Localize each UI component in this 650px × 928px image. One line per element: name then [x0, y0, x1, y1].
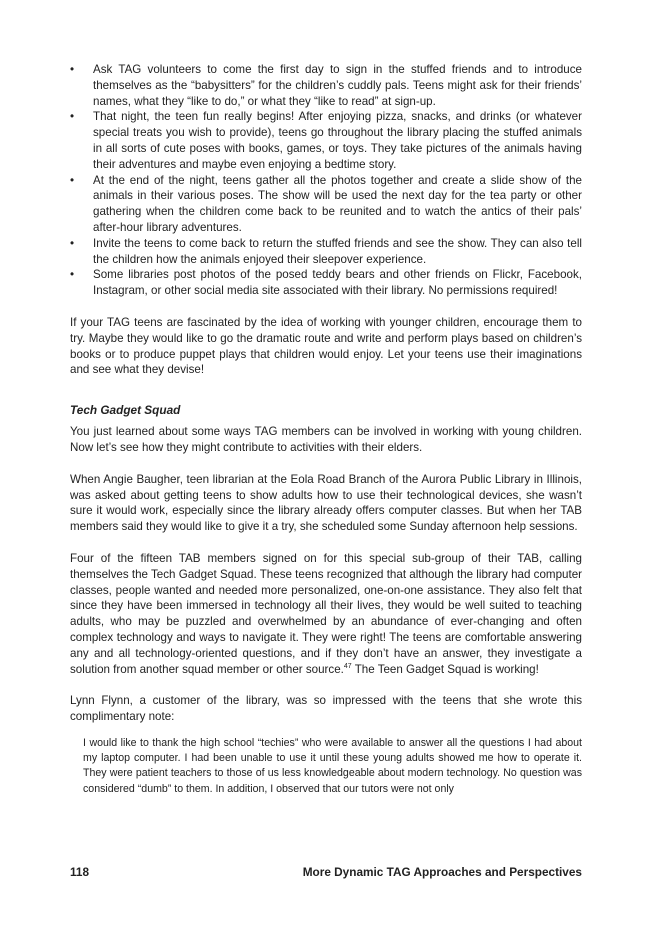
- list-item-text: Some libraries post photos of the posed teddy bears and other friends on Flickr, Facebook, Instagram, or other social media site associated with their library. No permissions required!: [93, 268, 582, 298]
- footnote-reference[interactable]: 47: [343, 662, 352, 670]
- list-item: [70, 62, 582, 109]
- paragraph-intro: You just learned about some ways TAG members can be involved in working with young children. Now let’s see how they might contribute to activities with their elders.: [70, 425, 582, 454]
- bullet-icon: •: [70, 173, 75, 187]
- list-item: [70, 267, 582, 299]
- list-item-text: Invite the teens to come back to return the stuffed friends and see the show. They can also tell the children how the animals enjoyed their sleepover experience.: [93, 236, 582, 266]
- bullet-list: [70, 62, 582, 299]
- block-quote: I would like to thank the high school “techies” who were available to answer all the questions I had about my laptop computer. I had been unable to use it until these young adults showed me how to operate it. They were patient teachers to those of us less knowledgeable about modern technology. No question was considered “dumb” to them. In addition, I observed that our tutors were not only: [83, 736, 582, 795]
- list-item: [70, 236, 582, 268]
- list-item-text: At the end of the night, teens gather all the photos together and create a slide show of the animals in their various poses. The show will be used the next day for the tea party or other gathering when the children come back to be reunited and to watch the antics of their pals’ after-hour library adventures.: [93, 173, 582, 234]
- section-heading: Tech Gadget Squad: [70, 403, 181, 418]
- paragraph-angie: When Angie Baugher, teen librarian at the Eola Road Branch of the Aurora Public Library in Illinois, was asked about getting teens to show adults how to use their technological devices, she wasn’t sure it would work, especially since the library already offers computer classes. But when her TAB members said they would like to give it a try, she scheduled some Sunday afternoon help sessions.: [70, 472, 582, 534]
- paragraph-four-text: Four of the fifteen TAB members signed on for this special sub-group of their TAB, calling themselves the Tech Gadget Squad. These teens recognized that although the library had computer classes, people wanted and needed more personalized, one-on-one assistance. They also felt that since they have been immersed in technology all their lives, they would be well suited to teaching adults, who may be puzzled and overwhelmed by an abundance of ever-changing and often complex technology and ways to navigate it. They were right! The teens are comfortable answering any and all technology-oriented questions, and if they don’t have an answer, they investigate a solution from another squad member or other source.: [70, 551, 582, 676]
- page-number: 118: [70, 865, 90, 879]
- list-item: [70, 109, 582, 172]
- bullet-icon: •: [70, 110, 75, 124]
- paragraph-four-members: [70, 551, 582, 677]
- page-body: [70, 62, 582, 797]
- list-item-text: Ask TAG volunteers to come the first day to sign in the stuffed friends and to introduce themselves as the “babysitters” for the children’s cuddly pals. Teens might ask for their friends’ names, what they “like to do,” or what they “like to read” at sign-up.: [93, 63, 582, 108]
- paragraph-four-end: The Teen Gadget Squad is working!: [351, 662, 539, 676]
- list-item: [70, 173, 582, 236]
- paragraph-lynn: Lynn Flynn, a customer of the library, was so impressed with the teens that she wrote this complimentary note:: [70, 694, 582, 724]
- bullet-icon: •: [70, 268, 75, 282]
- list-item-text: That night, the teen fun really begins! After enjoying pizza, snacks, and drinks (or whatever special treats you wish to provide), teens go throughout the library placing the stuffed animals in all sorts of cute poses with books, games, or toys. They take pictures of the animals having their adventures and maybe even enjoying a bedtime story.: [93, 110, 582, 171]
- bullet-icon: •: [70, 63, 75, 76]
- paragraph-younger-children: If your TAG teens are fascinated by the idea of working with younger children, encourage them to try. Maybe they would like to go the dramatic route and write and perform plays based on children’s books or to produce puppet plays that children would enjoy. Let your teens use their imaginations and see what they devise!: [70, 315, 582, 377]
- running-title: More Dynamic TAG Approaches and Perspectives: [302, 865, 582, 879]
- bullet-icon: •: [70, 236, 75, 250]
- page-footer: [70, 865, 582, 879]
